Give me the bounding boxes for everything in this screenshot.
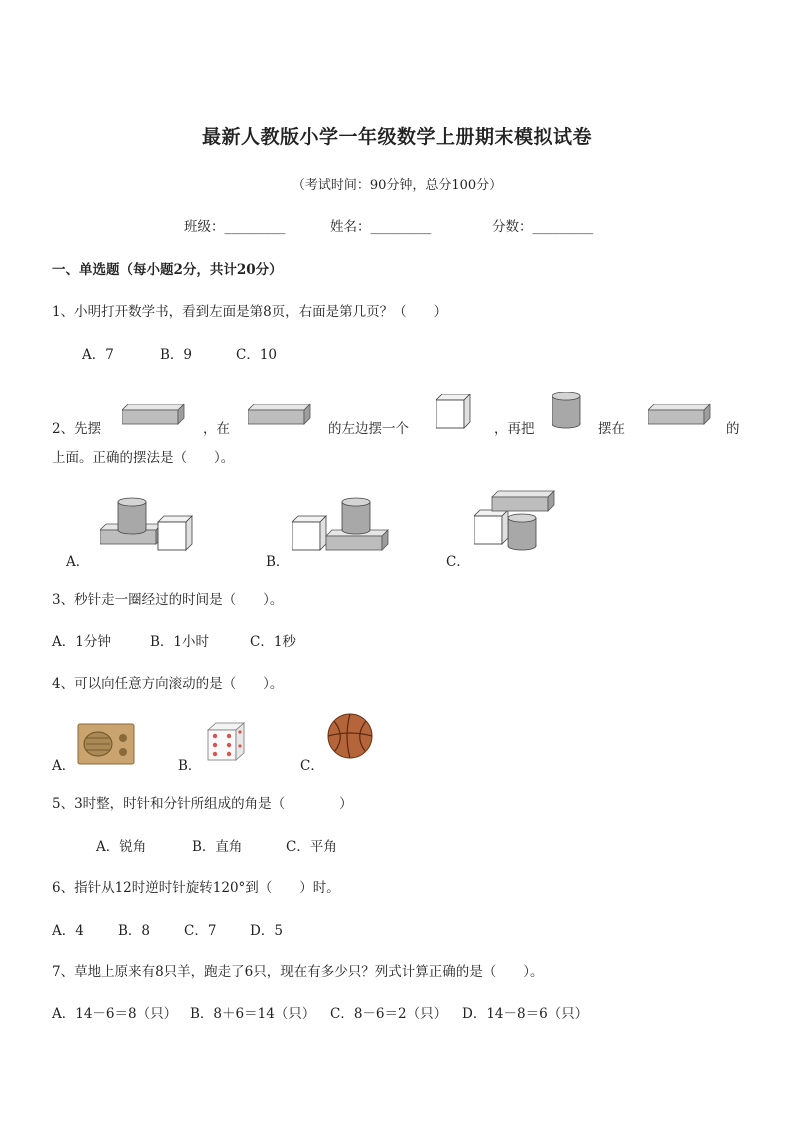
question-1: 1、小明打开数学书，看到左面是第8页，右面是第几页？（ ） (52, 304, 448, 320)
q2-option-c[interactable]: C． (446, 554, 470, 570)
q3-option-b[interactable]: B．1小时 (150, 634, 210, 650)
name-field[interactable]: 姓名：_________ (330, 219, 432, 235)
q6-option-d[interactable]: D．5 (250, 923, 283, 939)
q2-text-5: 摆在 (598, 421, 625, 437)
q2-text-line2: 上面。正确的摆法是（ ）。 (52, 450, 235, 466)
radio-box-image[interactable] (76, 722, 136, 766)
brick-image (122, 404, 186, 426)
q2-text-1: 2、先摆 (52, 421, 102, 437)
brick-image (248, 404, 312, 426)
question-6: 6、指针从12时逆时针旋转120°到（ ）时。 (52, 880, 340, 896)
q1-option-b[interactable]: B．9 (160, 347, 193, 363)
q1-option-a[interactable]: A．7 (82, 347, 114, 363)
q7-option-a[interactable]: A．14－6＝8（只） (52, 1006, 178, 1022)
cylinder-image (552, 392, 582, 430)
q2-text-2: ，在 (203, 421, 230, 437)
question-7: 7、草地上原来有8只羊，跑走了6只，现在有多少只？列式计算正确的是（ ）。 (52, 964, 544, 980)
q1-option-c[interactable]: C．10 (236, 347, 278, 363)
arrangement-c-image[interactable] (474, 490, 564, 556)
q2-text-6: 的 (726, 421, 740, 437)
q7-option-d[interactable]: D．14－8＝6（只） (462, 1006, 589, 1022)
q4-option-a[interactable]: A． (52, 758, 76, 774)
question-5: 5、3时整，时针和分针所组成的角是（ ） (52, 796, 353, 812)
q5-option-a[interactable]: A．锐角 (96, 839, 147, 855)
q7-option-b[interactable]: B．8＋6＝14（只） (190, 1006, 316, 1022)
q4-option-b[interactable]: B． (178, 758, 202, 774)
section-heading: 一、单选题（每小题2分，共计20分） (52, 262, 283, 278)
q2-text-3: 的左边摆一个 (328, 421, 409, 437)
q6-option-a[interactable]: A．4 (52, 923, 84, 939)
cube-image (436, 394, 474, 432)
q2-option-a[interactable]: A． (66, 554, 90, 570)
q2-option-b[interactable]: B． (266, 554, 290, 570)
page-title: 最新人教版小学一年级数学上册期末模拟试卷 (201, 126, 592, 148)
q4-option-c[interactable]: C． (300, 758, 324, 774)
arrangement-b-image[interactable] (292, 494, 396, 560)
arrangement-a-image[interactable] (100, 494, 210, 560)
question-3: 3、秒针走一圈经过的时间是（ ）。 (52, 592, 284, 608)
basketball-icon[interactable] (326, 712, 374, 760)
class-field[interactable]: 班级：_________ (184, 219, 286, 235)
brick-image (648, 404, 712, 426)
exam-subtitle: （考试时间：90分钟，总分100分） (291, 178, 503, 193)
q6-option-b[interactable]: B．8 (118, 923, 151, 939)
q7-option-c[interactable]: C．8－6＝2（只） (330, 1006, 448, 1022)
q5-option-c[interactable]: C．平角 (286, 839, 337, 855)
question-4: 4、可以向任意方向滚动的是（ ）。 (52, 676, 284, 692)
q6-option-c[interactable]: C．7 (184, 923, 217, 939)
dice-icon[interactable] (204, 720, 248, 764)
q3-option-a[interactable]: A．1分钟 (52, 634, 111, 650)
q2-text-4: ，再把 (494, 421, 535, 437)
q5-option-b[interactable]: B．直角 (192, 839, 243, 855)
q3-option-c[interactable]: C．1秒 (250, 634, 296, 650)
score-field[interactable]: 分数：_________ (492, 219, 594, 235)
